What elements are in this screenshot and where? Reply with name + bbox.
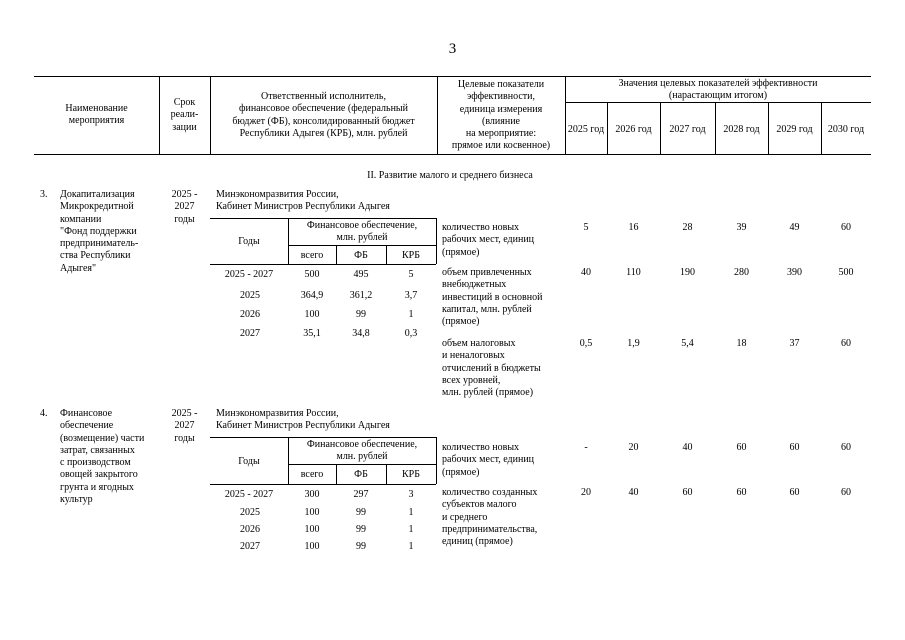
header-name: Наименование мероприятия [65,103,128,127]
fin-table-rule [210,484,436,485]
page-number: 3 [448,41,457,57]
indicator-value: 20 [628,442,639,453]
item-number: 4. [40,408,48,419]
fin-row-year: 2025 - 2027 [224,489,274,500]
indicator-value: 1,9 [627,338,640,349]
indicator-text: количество новых рабочих мест, единиц (прямое) [442,442,535,478]
fin-table-rule [210,218,436,219]
fin-row-total: 100 [304,309,320,320]
fin-header-fb: ФБ [354,250,368,261]
header-year: 2025 год [567,124,605,135]
item-executor: Минэкономразвития России, Кабинет Министров Республики Адыгея [216,189,390,213]
header-year: 2030 год [827,124,865,135]
indicator-value: 190 [680,267,695,278]
indicator-value: 5,4 [681,338,694,349]
indicator-value: 60 [736,442,747,453]
header-year: 2026 год [615,124,652,135]
indicator-text: количество новых рабочих мест, единиц (прямое) [442,222,535,258]
fin-header-years: Годы [238,456,260,467]
indicator-value: 28 [682,222,693,233]
fin-row-year: 2027 [240,541,260,552]
fin-row-year: 2025 [240,290,260,301]
indicator-value: 110 [626,267,641,278]
indicator-value: 40 [682,442,693,453]
fin-row-fb: 297 [353,489,369,500]
indicator-value: 37 [789,338,800,349]
header-year: 2028 год [723,124,760,135]
fin-table-rule [288,245,436,246]
header-bottom-rule [34,154,871,155]
fin-row-total: 364,9 [300,290,324,301]
fin-row-krb: 1 [408,309,414,320]
fin-header-title: Финансовое обеспечение, млн. рублей [306,439,418,463]
indicator-text: объем привлеченных внебюджетных инвестиций в основной капитал, млн. рублей (прямое) [442,267,543,328]
fin-table-divider [436,437,437,484]
item-term: 2025 - 2027 годы [171,408,198,444]
indicator-text: количество созданных субъектов малого и среднего предпринимательства, единиц (прямое) [442,487,538,548]
fin-row-krb: 1 [408,507,414,518]
item-executor: Минэкономразвития России, Кабинет Министров Республики Адыгея [216,408,390,432]
fin-row-fb: 495 [353,269,369,280]
item-name: Докапитализация Микрокредитной компании "Фонд поддержки предприниматель- ства Республики Адыгея" [60,189,139,274]
header-year: 2029 год [776,124,813,135]
indicator-value: 0,5 [579,338,593,349]
indicator-value: 40 [628,487,639,498]
fin-row-year: 2026 [240,309,260,320]
header-values-title: Значения целевых показателей эффективности (нарастающим итогом) [618,78,818,102]
fin-table-divider [436,218,437,264]
header-executor: Ответственный исполнитель, финансовое обеспечение (федеральный бюджет (ФБ), консолидированный бюджет Республики Адыгея (КРБ), млн. рублей [232,91,415,139]
indicator-value: 390 [787,267,802,278]
fin-row-total: 500 [304,269,320,280]
item-name: Финансовое обеспечение (возмещение) части затрат, связанных с производством овощей закрытого грунта и ягодных культур [60,408,145,506]
fin-row-year: 2025 [240,507,260,518]
fin-row-krb: 1 [408,524,414,535]
indicator-value: 60 [841,487,851,498]
fin-row-total: 100 [304,541,320,552]
fin-row-krb: 3,7 [404,290,418,301]
indicator-value: 60 [841,338,851,349]
indicator-value: 20 [581,487,591,498]
fin-row-year: 2025 - 2027 [224,269,274,280]
fin-row-fb: 361,2 [349,290,373,301]
fin-header-total: всего [300,469,324,480]
indicator-value: 60 [841,442,851,453]
indicator-value: 18 [736,338,747,349]
fin-header-fb: ФБ [354,469,368,480]
fin-row-fb: 34,8 [352,328,370,339]
fin-table-rule [288,464,436,465]
item-term: 2025 - 2027 годы [171,189,198,225]
fin-row-krb: 1 [408,541,414,552]
header-term: Срок реали- зации [170,97,199,133]
fin-row-fb: 99 [356,524,366,535]
indicator-value: 60 [841,222,851,233]
indicator-value: 39 [736,222,747,233]
fin-table-rule [210,437,436,438]
fin-row-total: 100 [304,524,320,535]
indicator-value: 16 [628,222,639,233]
section-title: II. Развитие малого и среднего бизнеса [367,170,533,181]
indicator-value: 5 [583,222,589,233]
indicator-value: 60 [736,487,747,498]
item-number: 3. [40,189,48,200]
indicator-text: объем налоговых и неналоговых отчислений в бюджеты всех уровней, млн. рублей (прямое) [442,338,541,399]
fin-row-year: 2026 [240,524,260,535]
fin-row-krb: 5 [408,269,414,280]
indicator-value: 60 [789,442,800,453]
header-year: 2027 год [669,124,706,135]
indicator-value: 49 [789,222,800,233]
fin-row-fb: 99 [356,309,366,320]
fin-header-years: Годы [238,236,260,247]
indicator-value: 40 [581,267,591,278]
indicator-value: 500 [838,267,854,278]
fin-row-fb: 99 [356,541,366,552]
fin-header-krb: КРБ [402,250,420,261]
fin-header-title: Финансовое обеспечение, млн. рублей [306,220,418,244]
fin-table-rule [210,264,436,265]
indicator-value: 280 [734,267,749,278]
fin-row-total: 35,1 [303,328,321,339]
fin-header-total: всего [300,250,324,261]
indicator-value: 60 [682,487,693,498]
header-indicators: Целевые показатели эффективности, единица измерения (влияние на мероприятие: прямое или косвенное) [451,79,551,152]
fin-row-year: 2027 [240,328,260,339]
fin-row-fb: 99 [356,507,366,518]
indicator-value: - [584,442,588,453]
indicator-value: 60 [789,487,800,498]
fin-header-krb: КРБ [402,469,420,480]
fin-row-total: 100 [304,507,320,518]
fin-row-krb: 3 [408,489,414,500]
fin-row-krb: 0,3 [404,328,418,339]
fin-row-total: 300 [304,489,320,500]
